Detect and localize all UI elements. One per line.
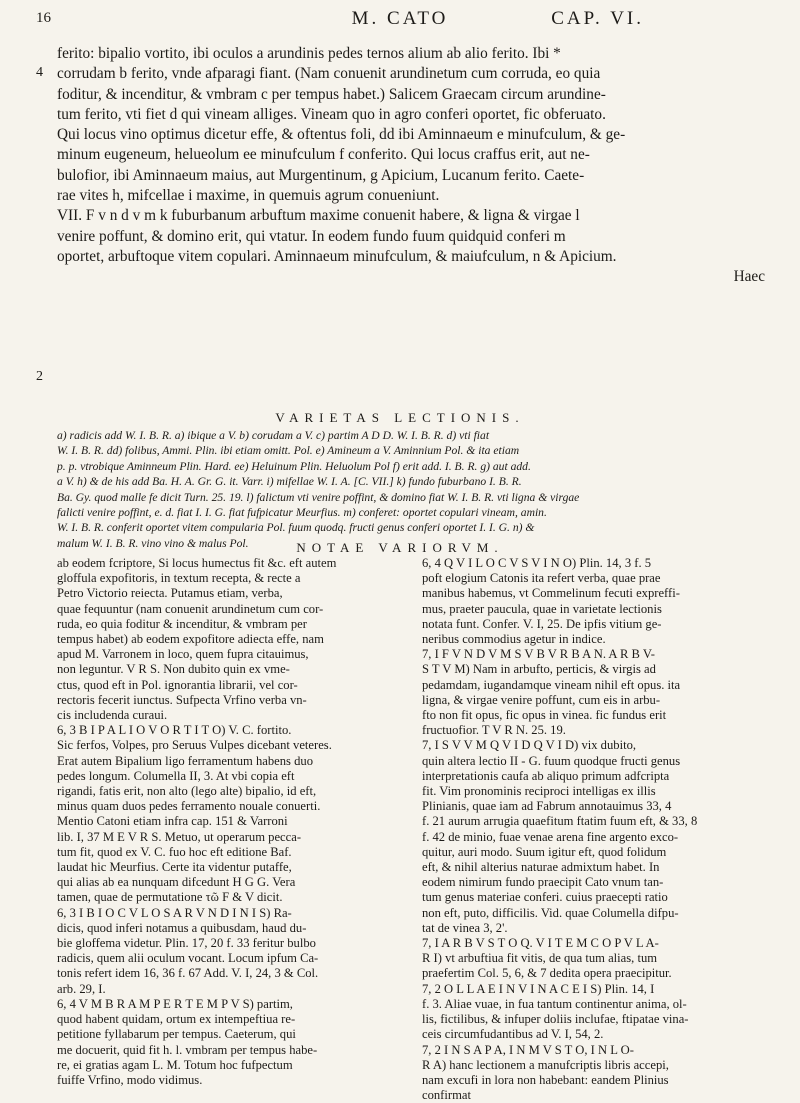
note-line: radicis, quem alii oculum vocant. Locum ipfum Ca- (57, 951, 319, 966)
note-line: mus, praeter paucula, quae in varietate lectionis (422, 601, 662, 616)
note-line: rectoris fecerit iunctus. Sufpecta Vrfino verba vn- (57, 692, 307, 707)
note-line: quae fequuntur (nam conuenit arundinetum cum cor- (57, 601, 324, 616)
note-line: ceis circumfudantibus ad V. I, 54, 2. (422, 1027, 604, 1042)
text-line: corrudam b ferito, vnde afparagi fiant. (Nam conuenit arundinetum cum corruda, eo quia (57, 65, 601, 83)
note-line: eft, & nihil alterius naturae admixtum habet. In (422, 860, 660, 875)
note-line: 6, 3 B I P A L I O V O R T I T O) V. C. fortito. (57, 723, 292, 738)
note-line: Sic ferfos, Volpes, pro Seruus Vulpes dicebant veteres. (57, 738, 332, 753)
note-line: pedes longum. Columella II, 3. At vbi copia eft (57, 768, 295, 783)
note-line: fto non fit opus, fic opus in vinea. fic fundus erit (422, 708, 667, 723)
note-line: fuiffe Vrfino, modo vidimus. (57, 1072, 203, 1087)
text-line: tum ferito, vti fiet d qui vineam alliges. Vineam quo in agro conferi oportet, fic obferuato. (57, 105, 606, 123)
note-line: praefertim Col. 5, 6, & 7 dedita opera praecipitur. (422, 966, 672, 981)
note-line: ctus, quod eft in Pol. ignorantia librarii, vel cor- (57, 677, 298, 692)
variant-line: W. I. B. R. dd) folibus, Ammi. Plin. ibi etiam omitt. Pol. e) Amineum a V. Aminnium Pol. & ita etiam (57, 444, 520, 458)
note-line: cis includenda curaui. (57, 708, 168, 723)
note-line: nam excufi in lora non habebant: eandem Plinius (422, 1072, 669, 1087)
variant-line: a) radicis add W. I. B. R. a) ibique a V. b) corudam a V. c) partim A D D. W. I. B. R. d) vti fiat (57, 429, 490, 442)
note-line: fit. Vim pronominis reciproci intelligas ex illis (422, 784, 656, 799)
note-line: manibus habemus, vt Commelinum fecuti expreffi- (422, 586, 680, 601)
note-line: arb. 29, I. (57, 981, 106, 996)
note-line: 7, I F V N D V M S V B V R B A N. A R B V- (422, 647, 655, 662)
note-line: petitione fyllabarum per tempus. Caeterum, qui (57, 1027, 296, 1042)
note-line: Petro Victorio reiecta. Putamus etiam, verba, (57, 586, 283, 601)
note-line: re, ei gratias agam L. M. Totum hoc fufpectum (57, 1057, 293, 1072)
note-line: R A) hanc lectionem a manufcriptis libris accepi, (422, 1057, 669, 1072)
text-line: oportet, arbuftoque vitem copulari. Aminnaeum minufculum, & maiufculum, n & Apicium. (57, 247, 617, 265)
note-line: 6, 3 I B I O C V L O S A R V N D I N I S) Ra- (57, 905, 292, 920)
note-line: 6, 4 V M B R A M P E R T E M P V S) partim, (57, 996, 293, 1011)
running-title: M. CATO (351, 8, 449, 29)
note-line: laudat hic Meurfius. Certe ita videntur putaffe, (57, 860, 292, 875)
note-line: tempus habet) ab eodem expofitore adiecta effe, nam (57, 632, 324, 647)
note-line: tat de vinea 3, 2'. (422, 920, 508, 935)
note-line: f. 3. Aliae vuae, in fua tantum continentur anima, ol- (422, 996, 687, 1011)
text-line: bulofior, ibi Aminnaeum maius, aut Murgentinum, g Apicium, Lucanum ferito. Caete- (57, 166, 585, 184)
text-line: VII. F v n d v m k fuburbanum arbuftum maxime conuenit habere, & ligna & virgae l (57, 207, 580, 225)
note-line: S T V M) Nam in arbufto, perticis, & virgis ad (422, 662, 656, 677)
note-line: bie gloffema videtur. Plin. 17, 20 f. 33 feritur bulbo (57, 936, 316, 951)
notes-right-column (422, 556, 759, 1103)
margin-line-number: 4 (36, 65, 43, 80)
note-line: pedamdam, iugandamque vineam nihil eft opus. ita (422, 677, 681, 692)
note-line: 7, I A R B V S T O Q. V I T E M C O P V L A- (422, 936, 659, 951)
note-line: poft elogium Catonis ita refert verba, quae prae (422, 571, 661, 586)
note-line: notata funt. Confer. V. I, 25. De ipfis vitium ge- (422, 616, 662, 631)
note-line: tamen, quae de permutatione τῶ F & V dicit. (57, 890, 283, 905)
note-line: apud M. Varronem in loco, quem fupra citauimus, (57, 647, 309, 662)
note-line: quin altera lectio II - G. fuum quodque fructi genus (422, 753, 681, 768)
catchword: Haec (733, 268, 765, 286)
note-line: ligna, & virgae venire poffunt, cum eis in arbu- (422, 692, 661, 707)
note-line: 7, 2 O L L A E I N V I N A C E I S) Plin. 14, I (422, 981, 655, 996)
variant-line: falicti venire poffint, e. d. fiat I. I. G. fiat fufpicatur Meurfius. m) conferet: oportet copulari vineam, amin. (57, 506, 547, 520)
chapter-label: CAP. VI. (551, 8, 644, 29)
note-line: gloffula expofitoris, in textum recepta, & recte a (57, 571, 301, 586)
note-line: quod habent quidam, ortum ex intempeftiua re- (57, 1012, 296, 1027)
variant-line: malum W. I. B. R. vino vino & malus Pol. (57, 536, 249, 550)
note-line: ab eodem fcriptore, Si locus humectus fit &c. eft autem (57, 556, 337, 570)
text-line: ferito: bipalio vortito, ibi oculos a arundinis pedes ternos alium ab alio ferito. Ibi * (57, 45, 561, 62)
note-line: f. 42 de minio, fuae venae arena fine argento exco- (422, 829, 679, 844)
note-line: quitur, auri modo. Suum igitur eft, quod folidum (422, 844, 667, 859)
variae-lectiones (57, 428, 765, 551)
note-line: tum genus materiae conferi. cuius praecepti ratio (422, 890, 668, 905)
note-line: fructuofior. T V R N. 25. 19. (422, 723, 566, 738)
note-line: minus quam duos pedes ferramento nouale conuerti. (57, 799, 321, 814)
margin-line-number: 2 (36, 369, 43, 384)
variae-lectiones-heading: VARIETAS LECTIONIS. (275, 410, 525, 425)
note-line: f. 21 aurum arrugia quaefitum ftatim fuum eft, & 33, 8 (422, 814, 698, 829)
note-line: 7, 2 I N S A P A, I N M V S T O, I N L O- (422, 1042, 634, 1057)
variant-line: W. I. B. R. conferit oportet vitem compularia Pol. fuum quodq. fructi genus conferi oportet I. I. G. n) & (57, 521, 535, 535)
text-line: rae vites h, mifcellae i maxime, in quemuis agrum conueniunt. (57, 187, 440, 205)
note-line: neribus commodius agetur in indice. (422, 632, 606, 647)
note-line: rigandi, fatis erit, non alto (lego alte) bipalio, id eft, (57, 784, 317, 799)
note-line: non leguntur. V R S. Non dubito quin ex vme- (57, 662, 290, 677)
variant-line: a V. h) & de his add Ba. H. A. Gr. G. it. Varr. i) mifellae W. I. A. [C. VII.] k) fundo fuburbano I. B. R. (57, 475, 522, 489)
page-number: 16 (36, 10, 51, 26)
note-line: tonis refert idem 16, 36 f. 67 Add. V. I, 24, 3 & Col. (57, 966, 319, 981)
notae-variorum-heading: NOTAE VARIORVM. (296, 540, 504, 555)
text-line: Qui locus vino optimus dicetur effe, & oftentus foli, dd ibi Aminnaeum e minufculum, & ge- (57, 126, 626, 144)
note-line: Erat autem Bipalium ligo ferramentum habens duo (57, 753, 314, 768)
note-line: ruda, eo quia foditur & incenditur, & vmbram per (57, 616, 307, 631)
note-line: interpretationis caufa ab aliquo primum adfcripta (422, 768, 670, 783)
page-header (36, 8, 764, 36)
note-line: 6, 4 Q V I L O C V S V I N O) Plin. 14, 3 f. 5 (422, 556, 652, 570)
note-line: 7, I S V V M Q V I D Q V I D) vix dubito, (422, 738, 637, 753)
note-line: dicis, quod inferi notamus a quibusdam, haud du- (57, 920, 307, 935)
text-line: minum eugeneum, helueolum ee minufculum f conferito. Qui locus craffus erit, aut ne- (57, 146, 590, 164)
note-line: Mentio Catoni etiam infra cap. 151 & Varroni (57, 814, 288, 829)
note-line: R I) vt arbuftiua fit vitis, de qua tum alias, tum (422, 951, 658, 966)
variant-line: p. p. vtrobique Aminneum Plin. Hard. ee) Heluinum Plin. Heluolum Pol f) erit add. I. B. R. g) aut add. (57, 459, 531, 473)
note-line: Plinianis, quae iam ad Fabrum annotauimus 33, 4 (422, 799, 672, 814)
note-line: non eft, puto, difficilis. Vid. quae Columella difpu- (422, 905, 679, 920)
note-line: lib. I, 37 M E V R S. Metuo, ut operarum pecca- (57, 829, 302, 844)
note-line: qui alias ab ea nunquam difcedunt H G G. Vera (57, 875, 296, 890)
note-line: tum fit, quod ex V. C. fuo hoc eft editione Baf. (57, 844, 292, 859)
note-line: confirmat (422, 1088, 471, 1103)
text-line: foditur, & incenditur, & vmbram c per tempus habet.) Salicem Graecam circum arundine- (57, 85, 606, 103)
note-line: lis, fictilibus, & infuper doliis inclufae, ftipatae vina- (422, 1012, 689, 1027)
text-line: venire poffunt, & domino erit, qui vtatur. In eodem fundo fuum quidquid conferi m (57, 227, 566, 245)
note-line: eodem nimirum fundo praecipit Cato vnum tan- (422, 875, 664, 890)
note-line: me docuerit, quid fit h. l. vmbram per tempus habe- (57, 1042, 318, 1057)
notes-left-column (57, 556, 394, 1088)
main-text (57, 44, 765, 288)
variant-line: Ba. Gy. quod malle fe dicit Turn. 25. 19. l) falictum vti venire poffint, & domino fiat W. I. B. R. vti ligna & virgae (57, 490, 580, 504)
